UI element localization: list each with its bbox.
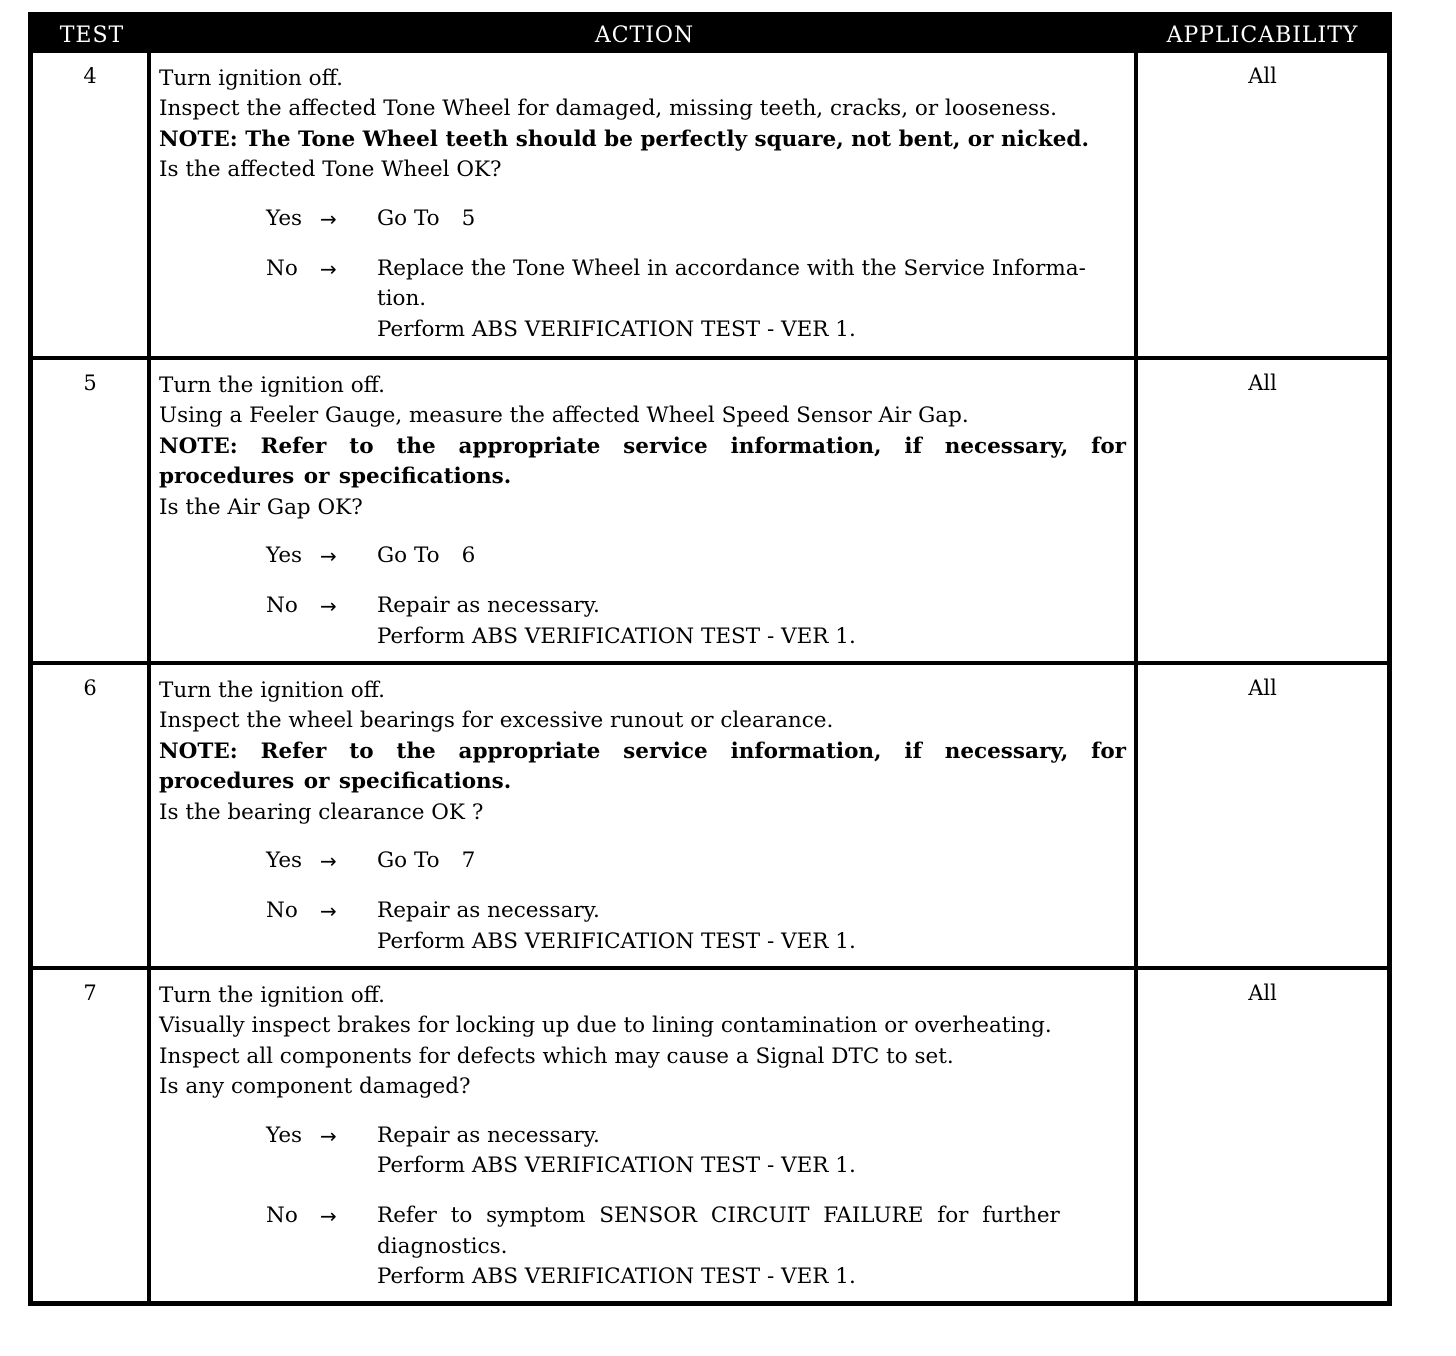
applicability-value: All: [1248, 371, 1277, 395]
action-step: Inspect all components for defects which may cause a Signal DTC to set.: [159, 1043, 954, 1069]
no-result-text: Repair as necessary.: [377, 898, 600, 924]
diagnostic-test-table: [28, 12, 1392, 1306]
yes-result-text: Repair as necessary.: [377, 1122, 600, 1148]
table-row: [33, 53, 1387, 356]
no-result-text: Repair as necessary.: [377, 593, 600, 619]
action-cell: [151, 970, 1138, 1301]
applicability-value: All: [1248, 64, 1277, 88]
perform-verification-test: Perform ABS VERIFICATION TEST - VER 1.: [377, 623, 856, 649]
arrow-icon: →: [320, 257, 337, 282]
table-row: [33, 356, 1387, 661]
test-number: 7: [33, 970, 151, 1301]
action-note: NOTE: Refer to the appropriate service information, if necessary, for procedures or specifications.: [159, 433, 1126, 490]
perform-verification-test: Perform ABS VERIFICATION TEST - VER 1.: [377, 1264, 856, 1290]
action-question: Is any component damaged?: [159, 1074, 471, 1100]
decision-no: [266, 896, 1126, 957]
no-result: [377, 254, 1126, 345]
decision-yes: [266, 1121, 1126, 1182]
goto-number: 6: [461, 543, 476, 569]
test-number: 4: [33, 53, 151, 356]
yes-result: [377, 204, 1126, 234]
action-note: NOTE: The Tone Wheel teeth should be perfectly square, not bent, or nicked.: [159, 126, 1089, 152]
decision-no: [266, 254, 1126, 345]
perform-verification-test: Perform ABS VERIFICATION TEST - VER 1.: [377, 928, 856, 954]
action-question: Is the Air Gap OK?: [159, 494, 363, 520]
header-applicability: APPLICABILITY: [1166, 22, 1359, 48]
no-label: No: [266, 898, 298, 924]
no-label: No: [266, 256, 298, 282]
header-action: ACTION: [594, 22, 695, 48]
no-result-text: Refer to symptom SENSOR CIRCUIT FAILURE for further: [377, 1203, 1060, 1229]
yes-label: Yes: [266, 848, 303, 874]
test-number: 6: [33, 665, 151, 966]
goto-text: Go To: [377, 205, 440, 231]
table-row: [33, 966, 1387, 1301]
arrow-icon: →: [320, 899, 337, 924]
arrow-icon: →: [320, 594, 337, 619]
applicability-value: All: [1248, 676, 1277, 700]
test-number: 5: [33, 360, 151, 661]
decision-no: [266, 591, 1126, 652]
action-step: Inspect the affected Tone Wheel for damaged, missing teeth, cracks, or looseness.: [159, 96, 1057, 122]
no-result-text-cont: tion.: [377, 286, 427, 312]
decision-yes: [266, 846, 1126, 876]
yes-result: [377, 1121, 1126, 1182]
goto-text: Go To: [377, 848, 440, 874]
no-result-text: Replace the Tone Wheel in accordance with the Service Informa-: [377, 256, 1086, 282]
decision-yes: [266, 204, 1126, 234]
perform-verification-test: Perform ABS VERIFICATION TEST - VER 1.: [377, 1153, 856, 1179]
action-step: Turn the ignition off.: [159, 983, 385, 1008]
action-question: Is the bearing clearance OK ?: [159, 799, 484, 825]
arrow-icon: →: [320, 849, 337, 874]
action-question: Is the affected Tone Wheel OK?: [159, 157, 502, 183]
header-test: TEST: [59, 22, 125, 48]
yes-result: [377, 846, 1126, 876]
action-step: Inspect the wheel bearings for excessive runout or clearance.: [159, 708, 834, 734]
action-cell: [151, 665, 1138, 966]
action-step: Using a Feeler Gauge, measure the affected Wheel Speed Sensor Air Gap.: [159, 403, 969, 429]
arrow-icon: →: [320, 1204, 337, 1229]
goto-text: Go To: [377, 543, 440, 569]
decision-no: [266, 1201, 1126, 1292]
goto-number: 7: [461, 848, 476, 874]
no-result: [377, 896, 1126, 957]
table-row: [33, 661, 1387, 966]
arrow-icon: →: [320, 1123, 337, 1148]
yes-label: Yes: [266, 205, 303, 231]
applicability-value: All: [1248, 981, 1277, 1005]
no-result: [377, 1201, 1126, 1292]
action-note: NOTE: Refer to the appropriate service information, if necessary, for procedures or specifications.: [159, 738, 1126, 795]
action-step: Visually inspect brakes for locking up due to lining contamination or overheating.: [159, 1013, 1052, 1039]
yes-label: Yes: [266, 543, 303, 569]
action-step: Turn the ignition off.: [159, 678, 385, 703]
goto-number: 5: [461, 205, 476, 231]
decision-yes: [266, 541, 1126, 571]
arrow-icon: →: [320, 206, 337, 231]
action-step: Turn ignition off.: [159, 66, 343, 91]
no-result-text-cont: diagnostics.: [377, 1233, 508, 1259]
no-result: [377, 591, 1126, 652]
no-label: No: [266, 593, 298, 619]
action-cell: [151, 53, 1138, 356]
action-cell: [151, 360, 1138, 661]
yes-result: [377, 541, 1126, 571]
perform-verification-test: Perform ABS VERIFICATION TEST - VER 1.: [377, 316, 856, 342]
arrow-icon: →: [320, 544, 337, 569]
yes-label: Yes: [266, 1122, 303, 1148]
action-step: Turn the ignition off.: [159, 373, 385, 398]
no-label: No: [266, 1203, 298, 1229]
table-header: [33, 17, 1387, 53]
